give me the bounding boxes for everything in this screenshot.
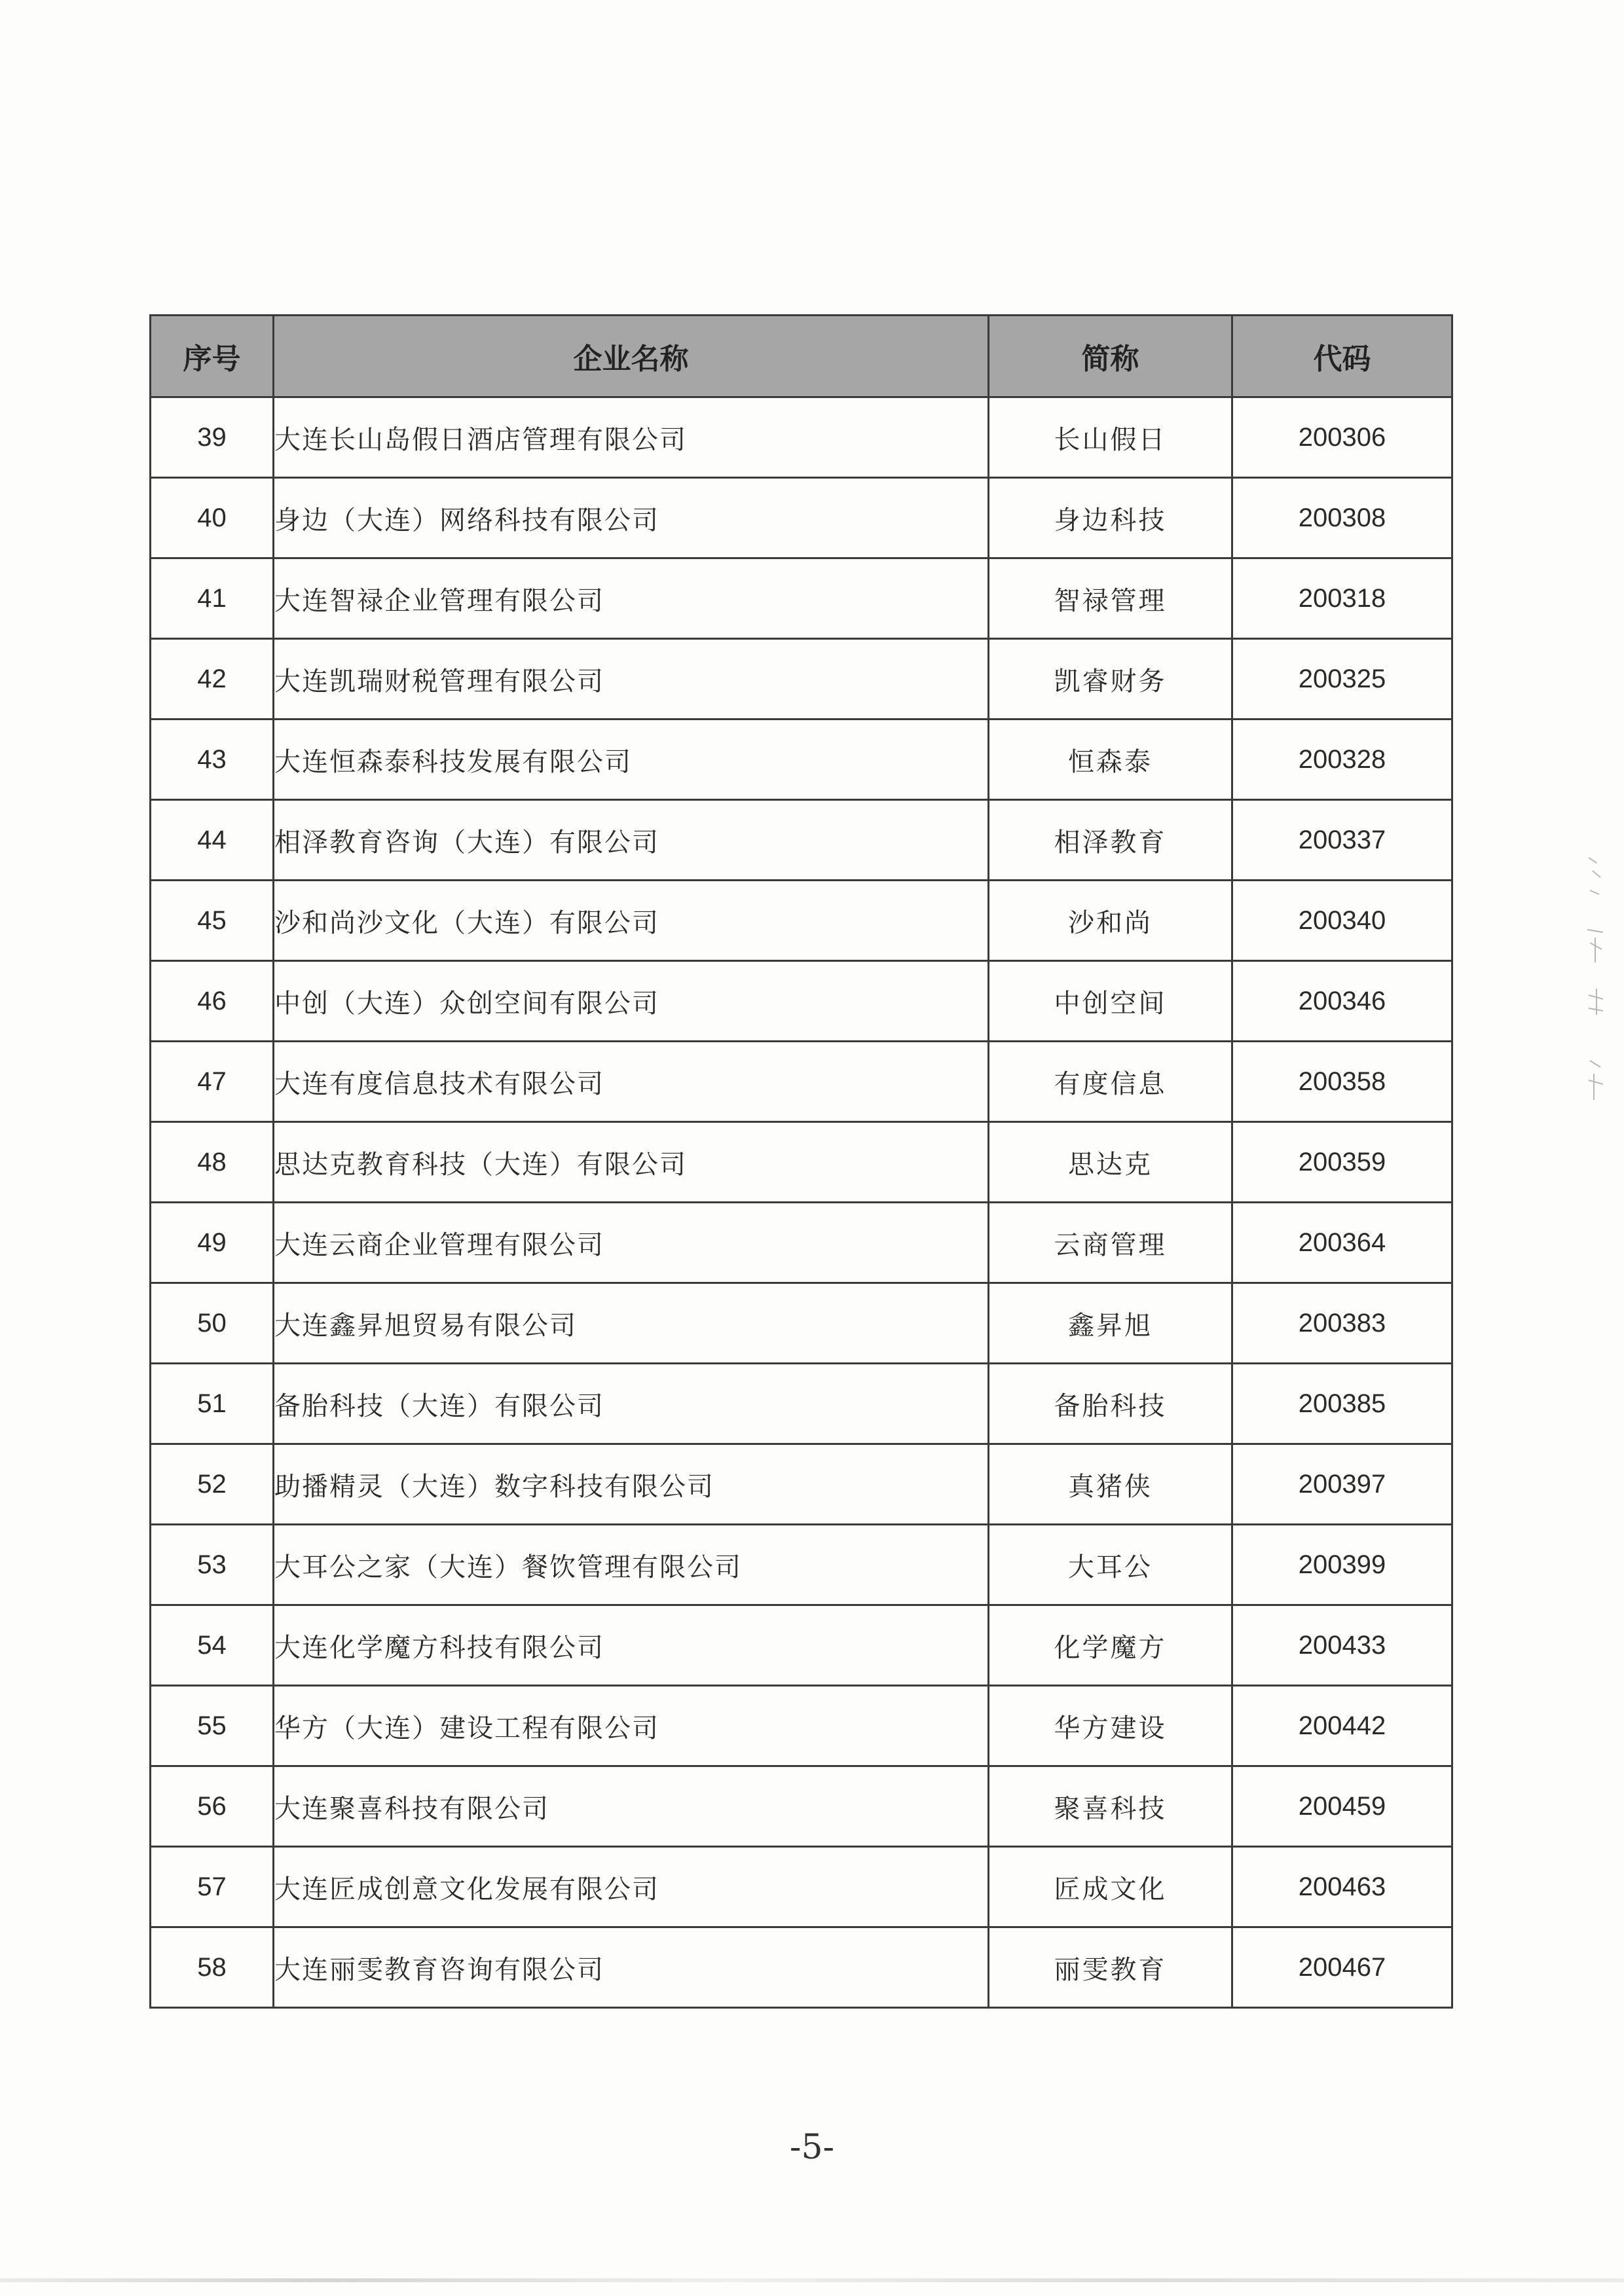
row-company-name: 身边（大连）网络科技有限公司 (274, 478, 989, 558)
row-company-name: 沙和尚沙文化（大连）有限公司 (274, 881, 989, 961)
row-abbreviation: 聚喜科技 (989, 1766, 1232, 1847)
row-index: 58 (151, 1927, 274, 2008)
row-index: 57 (151, 1847, 274, 1927)
row-abbreviation: 相泽教育 (989, 800, 1232, 881)
row-abbreviation: 真猪侠 (989, 1444, 1232, 1525)
table-row (151, 961, 1452, 1042)
margin-stamp-mark (1583, 851, 1610, 1126)
table-row (151, 720, 1452, 800)
row-code: 200308 (1232, 478, 1452, 558)
row-index: 46 (151, 961, 274, 1042)
row-code: 200467 (1232, 1927, 1452, 2008)
row-code: 200359 (1232, 1122, 1452, 1203)
row-code: 200463 (1232, 1847, 1452, 1927)
row-code: 200364 (1232, 1203, 1452, 1283)
header-name: 企业名称 (274, 316, 989, 397)
row-index: 48 (151, 1122, 274, 1203)
row-abbreviation: 思达克 (989, 1122, 1232, 1203)
row-company-name: 大连丽雯教育咨询有限公司 (274, 1927, 989, 2008)
row-code: 200358 (1232, 1042, 1452, 1122)
table-row (151, 1525, 1452, 1605)
row-abbreviation: 鑫昇旭 (989, 1283, 1232, 1364)
row-code: 200385 (1232, 1364, 1452, 1444)
row-abbreviation: 长山假日 (989, 397, 1232, 478)
row-company-name: 助播精灵（大连）数字科技有限公司 (274, 1444, 989, 1525)
header-abbr: 简称 (989, 316, 1232, 397)
row-company-name: 思达克教育科技（大连）有限公司 (274, 1122, 989, 1203)
row-index: 40 (151, 478, 274, 558)
row-index: 41 (151, 558, 274, 639)
row-company-name: 大连匠成创意文化发展有限公司 (274, 1847, 989, 1927)
table-row (151, 1444, 1452, 1525)
scan-edge-line (0, 2278, 1624, 2282)
row-abbreviation: 备胎科技 (989, 1364, 1232, 1444)
row-company-name: 大连云商企业管理有限公司 (274, 1203, 989, 1283)
row-code: 200318 (1232, 558, 1452, 639)
row-company-name: 大耳公之家（大连）餐饮管理有限公司 (274, 1525, 989, 1605)
page-number: -5- (789, 2128, 835, 2167)
row-abbreviation: 凯睿财务 (989, 639, 1232, 720)
row-code: 200399 (1232, 1525, 1452, 1605)
row-index: 49 (151, 1203, 274, 1283)
table-row (151, 1203, 1452, 1283)
row-abbreviation: 中创空间 (989, 961, 1232, 1042)
row-company-name: 大连有度信息技术有限公司 (274, 1042, 989, 1122)
table-row (151, 397, 1452, 478)
table-row (151, 639, 1452, 720)
row-index: 42 (151, 639, 274, 720)
table-row (151, 1847, 1452, 1927)
table-row (151, 1122, 1452, 1203)
row-company-name: 备胎科技（大连）有限公司 (274, 1364, 989, 1444)
row-index: 47 (151, 1042, 274, 1122)
row-code: 200433 (1232, 1605, 1452, 1686)
row-abbreviation: 有度信息 (989, 1042, 1232, 1122)
row-abbreviation: 化学魔方 (989, 1605, 1232, 1686)
row-index: 51 (151, 1364, 274, 1444)
table-row (151, 1283, 1452, 1364)
company-table (149, 314, 1453, 2009)
table-row (151, 1766, 1452, 1847)
row-abbreviation: 智禄管理 (989, 558, 1232, 639)
row-company-name: 大连长山岛假日酒店管理有限公司 (274, 397, 989, 478)
header-index: 序号 (151, 316, 274, 397)
row-code: 200346 (1232, 961, 1452, 1042)
row-code: 200340 (1232, 881, 1452, 961)
table-row (151, 1364, 1452, 1444)
row-index: 56 (151, 1766, 274, 1847)
table-row (151, 1605, 1452, 1686)
row-company-name: 中创（大连）众创空间有限公司 (274, 961, 989, 1042)
row-abbreviation: 华方建设 (989, 1686, 1232, 1766)
row-index: 54 (151, 1605, 274, 1686)
row-abbreviation: 沙和尚 (989, 881, 1232, 961)
row-company-name: 大连鑫昇旭贸易有限公司 (274, 1283, 989, 1364)
row-index: 55 (151, 1686, 274, 1766)
row-code: 200383 (1232, 1283, 1452, 1364)
header-code: 代码 (1232, 316, 1452, 397)
table-row (151, 1686, 1452, 1766)
row-index: 43 (151, 720, 274, 800)
table-header-row (151, 316, 1452, 397)
row-abbreviation: 云商管理 (989, 1203, 1232, 1283)
row-code: 200328 (1232, 720, 1452, 800)
table-row (151, 1042, 1452, 1122)
row-code: 200337 (1232, 800, 1452, 881)
row-code: 200459 (1232, 1766, 1452, 1847)
row-company-name: 大连聚喜科技有限公司 (274, 1766, 989, 1847)
row-code: 200442 (1232, 1686, 1452, 1766)
row-index: 44 (151, 800, 274, 881)
row-abbreviation: 丽雯教育 (989, 1927, 1232, 2008)
row-code: 200306 (1232, 397, 1452, 478)
row-company-name: 华方（大连）建设工程有限公司 (274, 1686, 989, 1766)
row-index: 45 (151, 881, 274, 961)
row-abbreviation: 身边科技 (989, 478, 1232, 558)
row-abbreviation: 大耳公 (989, 1525, 1232, 1605)
row-abbreviation: 恒森泰 (989, 720, 1232, 800)
row-code: 200325 (1232, 639, 1452, 720)
row-index: 50 (151, 1283, 274, 1364)
row-company-name: 相泽教育咨询（大连）有限公司 (274, 800, 989, 881)
row-company-name: 大连恒森泰科技发展有限公司 (274, 720, 989, 800)
row-index: 52 (151, 1444, 274, 1525)
row-code: 200397 (1232, 1444, 1452, 1525)
row-company-name: 大连化学魔方科技有限公司 (274, 1605, 989, 1686)
table-row (151, 881, 1452, 961)
row-abbreviation: 匠成文化 (989, 1847, 1232, 1927)
table-row (151, 478, 1452, 558)
table-row (151, 1927, 1452, 2008)
table-row (151, 558, 1452, 639)
table-row (151, 800, 1452, 881)
row-company-name: 大连智禄企业管理有限公司 (274, 558, 989, 639)
row-index: 39 (151, 397, 274, 478)
table-body (151, 397, 1452, 2008)
row-company-name: 大连凯瑞财税管理有限公司 (274, 639, 989, 720)
row-index: 53 (151, 1525, 274, 1605)
